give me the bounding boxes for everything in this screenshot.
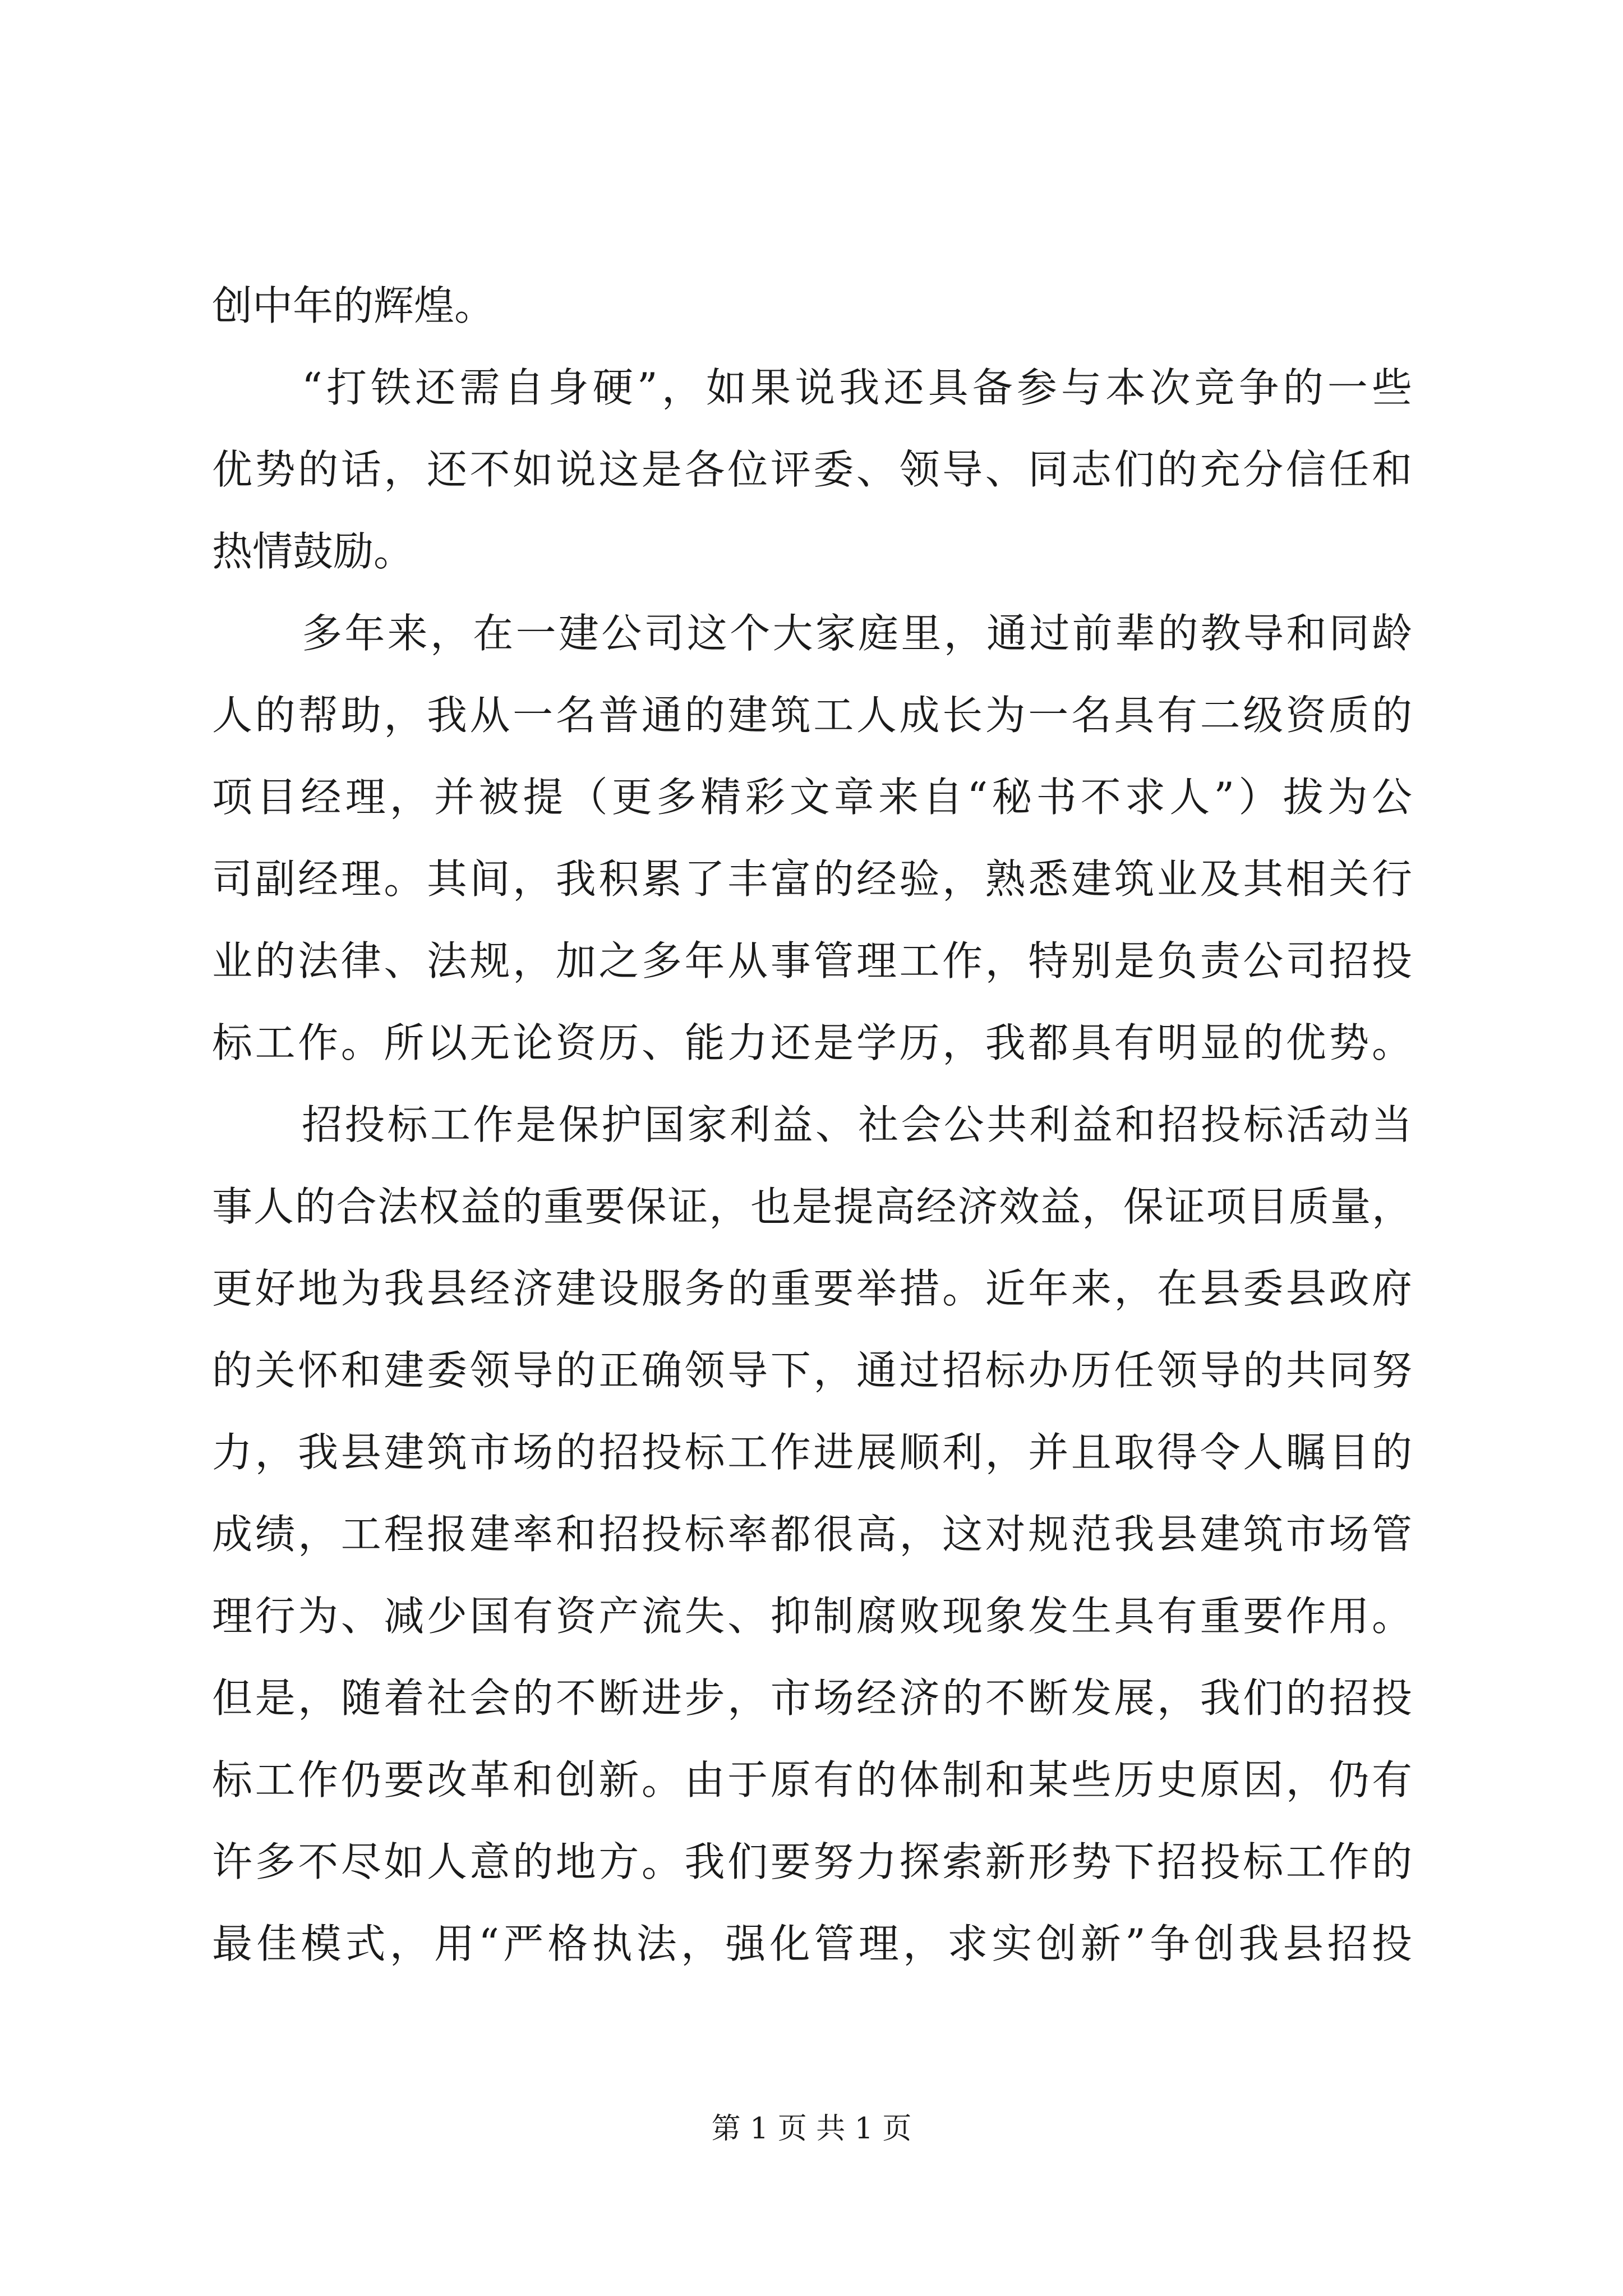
paragraph-line: 许多不尽如人意的地方。我们要努力探索新形势下招投标工作的: [212, 1838, 1412, 1885]
paragraph-line: 招投标工作是保护国家利益、社会公共利益和招投标活动当: [302, 1101, 1412, 1148]
paragraph-line: 但是，随着社会的不断进步，市场经济的不断发展，我们的招投: [212, 1674, 1412, 1722]
paragraph-line: 多年来，在一建公司这个大家庭里，通过前辈的教导和同龄: [302, 610, 1412, 657]
paragraph-line: “打铁还需自身硬”，如果说我还具备参与本次竞争的一些: [302, 364, 1412, 411]
paragraph-line: 热情鼓励。: [212, 528, 414, 575]
paragraph-line: 创中年的辉煌。: [212, 282, 495, 329]
paragraph-line: 理行为、减少国有资产流失、抑制腐败现象发生具有重要作用。: [212, 1593, 1412, 1640]
paragraph-line: 力，我县建筑市场的招投标工作进展顺利，并且取得令人瞩目的: [212, 1429, 1412, 1476]
page-footer: 第 1 页 共 1 页: [711, 2112, 912, 2146]
paragraph-line: 业的法律、法规，加之多年从事管理工作，特别是负责公司招投: [212, 937, 1412, 984]
paragraph-line: 的关怀和建委领导的正确领导下，通过招标办历任领导的共同努: [212, 1347, 1412, 1394]
paragraph-line: 司副经理。其间，我积累了丰富的经验，熟悉建筑业及其相关行: [212, 855, 1412, 903]
paragraph-line: 项目经理，并被提（更多精彩文章来自“秘书不求人”）拔为公: [212, 774, 1412, 821]
paragraph-line: 事人的合法权益的重要保证，也是提高经济效益，保证项目质量，: [212, 1183, 1412, 1230]
paragraph-line: 成绩，工程报建率和招投标率都很高，这对规范我县建筑市场管: [212, 1511, 1412, 1558]
paragraph-line: 标工作仍要改革和创新。由于原有的体制和某些历史原因，仍有: [212, 1756, 1412, 1803]
paragraph-line: 更好地为我县经济建设服务的重要举措。近年来，在县委县政府: [212, 1265, 1412, 1312]
paragraph-line: 最佳模式，用“严格执法，强化管理，求实创新”争创我县招投: [212, 1920, 1412, 1967]
document-body: [212, 265, 1412, 1985]
paragraph-line: 标工作。所以无论资历、能力还是学历，我都具有明显的优势。: [212, 1019, 1412, 1066]
paragraph-line: 优势的话，还不如说这是各位评委、领导、同志们的充分信任和: [212, 446, 1412, 493]
paragraph-line: 人的帮助，我从一名普通的建筑工人成长为一名具有二级资质的: [212, 692, 1412, 739]
